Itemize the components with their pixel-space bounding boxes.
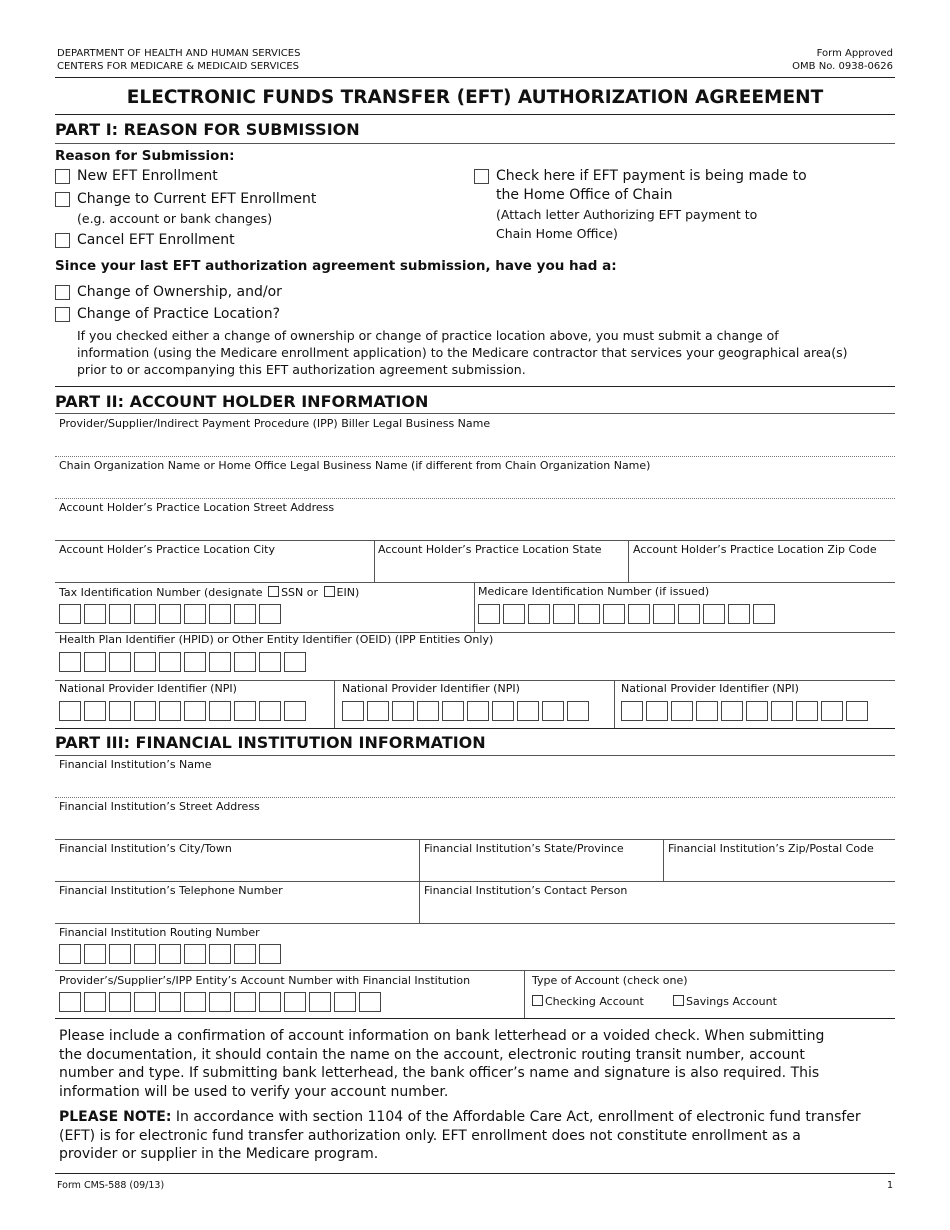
legal-name-label: Provider/Supplier/Indirect Payment Procedure (IPP) Biller Legal Business Name	[59, 417, 491, 430]
reason-label: Reason for Submission:	[55, 148, 235, 164]
digit-box[interactable]	[542, 701, 564, 721]
new-enrollment-label: New EFT Enrollment	[77, 168, 218, 184]
divider	[614, 680, 615, 728]
digit-box[interactable]	[159, 652, 181, 672]
digit-box[interactable]	[84, 992, 106, 1012]
digit-box[interactable]	[59, 701, 81, 721]
npi-label-1: National Provider Identifier (NPI)	[59, 682, 237, 695]
medicare-id-boxes[interactable]	[478, 604, 775, 624]
digit-box[interactable]	[334, 992, 356, 1012]
divider	[55, 970, 895, 971]
divider	[474, 582, 475, 632]
documentation-line-3: number and type. If submitting bank letterhead, the bank officer’s name and signature is also required. This	[59, 1065, 820, 1081]
please-note-line-3: provider or supplier in the Medicare program.	[59, 1146, 379, 1162]
digit-box[interactable]	[753, 604, 775, 624]
digit-box[interactable]	[478, 604, 500, 624]
divider	[628, 540, 629, 582]
digit-box[interactable]	[134, 944, 156, 964]
part3-bottom-rule	[55, 1018, 895, 1019]
digit-box[interactable]	[184, 701, 206, 721]
digit-box[interactable]	[728, 604, 750, 624]
fi-state-label: Financial Institution’s State/Province	[424, 842, 624, 855]
divider	[55, 797, 895, 798]
state-label: Account Holder’s Practice Location State	[378, 543, 602, 556]
digit-box[interactable]	[367, 701, 389, 721]
page-number: 1	[886, 1180, 893, 1191]
digit-box[interactable]	[309, 992, 331, 1012]
fi-phone-label: Financial Institution’s Telephone Number	[59, 884, 283, 897]
npi-boxes-2[interactable]	[342, 701, 589, 721]
digit-box[interactable]	[746, 701, 768, 721]
digit-box[interactable]	[84, 652, 106, 672]
chain-name-label: Chain Organization Name or Home Office Legal Business Name (if different from Chain Organization Name)	[59, 459, 651, 472]
account-type-label: Type of Account (check one)	[532, 974, 688, 987]
digit-box[interactable]	[134, 992, 156, 1012]
part3-rule	[55, 755, 895, 756]
routing-label: Financial Institution Routing Number	[59, 926, 260, 939]
home-office-label-2: the Home Office of Chain	[496, 187, 673, 203]
digit-box[interactable]	[59, 944, 81, 964]
street-label: Account Holder’s Practice Location Street Address	[59, 501, 335, 514]
digit-box[interactable]	[259, 992, 281, 1012]
part3-heading: PART III: FINANCIAL INSTITUTION INFORMATION	[55, 733, 486, 752]
digit-box[interactable]	[467, 701, 489, 721]
ssn-checkbox[interactable]	[268, 586, 279, 597]
form-id: Form CMS-588 (09/13)	[57, 1180, 165, 1191]
part2-rule	[55, 413, 895, 414]
digit-box[interactable]	[234, 652, 256, 672]
digit-box[interactable]	[284, 701, 306, 721]
digit-box[interactable]	[184, 652, 206, 672]
digit-box[interactable]	[234, 944, 256, 964]
change-instructions-line-1: If you checked either a change of ownership or change of practice location above, you must submit a change of	[77, 328, 779, 343]
npi-label-3: National Provider Identifier (NPI)	[621, 682, 799, 695]
part2-top-rule	[55, 386, 895, 387]
divider	[55, 839, 895, 840]
digit-box[interactable]	[84, 944, 106, 964]
tin-label-text: Tax Identification Number (designate	[59, 586, 263, 599]
divider	[524, 970, 525, 1018]
header-rule	[55, 77, 895, 78]
digit-box[interactable]	[109, 652, 131, 672]
change-instructions-line-3: prior to or accompanying this EFT authorization agreement submission.	[77, 362, 526, 377]
savings-option	[671, 995, 777, 1008]
digit-box[interactable]	[209, 992, 231, 1012]
divider	[334, 680, 335, 728]
divider	[374, 540, 375, 582]
digit-box[interactable]	[671, 701, 693, 721]
divider	[55, 923, 895, 924]
change-instructions	[77, 327, 847, 378]
savings-checkbox[interactable]	[673, 995, 684, 1006]
digit-box[interactable]	[109, 944, 131, 964]
home-office-label-1: Check here if EFT payment is being made to	[496, 168, 807, 184]
digit-box[interactable]	[109, 701, 131, 721]
digit-box[interactable]	[492, 701, 514, 721]
digit-box[interactable]	[846, 701, 868, 721]
please-note-line-2: (EFT) is for electronic fund transfer authorization only. EFT enrollment does not constitute enrollment as a	[59, 1127, 801, 1144]
digit-box[interactable]	[621, 701, 643, 721]
digit-box[interactable]	[84, 604, 106, 624]
fi-zip-label: Financial Institution’s Zip/Postal Code	[668, 842, 874, 855]
cancel-enrollment-label: Cancel EFT Enrollment	[77, 232, 235, 248]
digit-box[interactable]	[517, 701, 539, 721]
documentation-line-4: information will be used to verify your account number.	[59, 1083, 449, 1100]
documentation-line-2: the documentation, it should contain the name on the account, electronic routing transit number, account	[59, 1046, 805, 1063]
zip-label: Account Holder’s Practice Location Zip Code	[633, 543, 877, 556]
routing-boxes[interactable]	[59, 944, 281, 964]
digit-box[interactable]	[184, 944, 206, 964]
digit-box[interactable]	[209, 604, 231, 624]
digit-box[interactable]	[59, 652, 81, 672]
digit-box[interactable]	[528, 604, 550, 624]
account-number-label: Provider’s/Supplier’s/IPP Entity’s Account Number with Financial Institution	[59, 974, 471, 987]
please-note-line-1	[59, 1108, 899, 1127]
digit-box[interactable]	[567, 701, 589, 721]
divider	[55, 680, 895, 681]
zip-field[interactable]	[630, 556, 894, 580]
digit-box[interactable]	[259, 701, 281, 721]
divider	[663, 839, 664, 881]
digit-box[interactable]	[159, 992, 181, 1012]
digit-box[interactable]	[234, 992, 256, 1012]
digit-box[interactable]	[359, 992, 381, 1012]
new-enrollment-checkbox[interactable]	[55, 169, 70, 184]
checking-option	[530, 995, 644, 1008]
fi-contact-label: Financial Institution’s Contact Person	[424, 884, 628, 897]
account-number-boxes[interactable]	[59, 992, 381, 1012]
divider	[55, 456, 895, 457]
digit-box[interactable]	[417, 701, 439, 721]
agency-line-2: CENTERS FOR MEDICARE & MEDICAID SERVICES	[57, 61, 300, 72]
fi-city-label: Financial Institution’s City/Town	[59, 842, 232, 855]
part2-heading: PART II: ACCOUNT HOLDER INFORMATION	[55, 392, 429, 411]
digit-box[interactable]	[184, 992, 206, 1012]
footer-rule	[55, 1173, 895, 1174]
digit-box[interactable]	[603, 604, 625, 624]
digit-box[interactable]	[159, 701, 181, 721]
cancel-enrollment-checkbox[interactable]	[55, 233, 70, 248]
divider	[55, 540, 895, 541]
change-enrollment-note: (e.g. account or bank changes)	[77, 211, 273, 226]
digit-box[interactable]	[696, 701, 718, 721]
divider	[55, 498, 895, 499]
digit-box[interactable]	[134, 604, 156, 624]
digit-box[interactable]	[796, 701, 818, 721]
home-office-checkbox[interactable]	[474, 169, 489, 184]
digit-box[interactable]	[134, 701, 156, 721]
part1-heading: PART I: REASON FOR SUBMISSION	[55, 120, 360, 139]
fi-state-field[interactable]	[421, 855, 661, 879]
digit-box[interactable]	[109, 992, 131, 1012]
fi-city-field[interactable]	[55, 855, 417, 879]
legal-name-field[interactable]	[55, 430, 895, 456]
digit-box[interactable]	[59, 604, 81, 624]
change-enrollment-label: Change to Current EFT Enrollment	[77, 191, 317, 207]
npi-boxes-3[interactable]	[621, 701, 868, 721]
digit-box[interactable]	[234, 701, 256, 721]
digit-box[interactable]	[159, 944, 181, 964]
documentation-paragraph	[59, 1027, 899, 1101]
change-instructions-line-2: information (using the Medicare enrollment application) to the Medicare contractor that services your geographical area(s)	[77, 345, 848, 360]
digit-box[interactable]	[503, 604, 525, 624]
ownership-change-checkbox[interactable]	[55, 285, 70, 300]
digit-box[interactable]	[646, 701, 668, 721]
tin-label	[59, 586, 359, 599]
state-field[interactable]	[376, 556, 626, 580]
checking-label: Checking Account	[545, 995, 644, 1008]
omb-number: OMB No. 0938-0626	[792, 61, 893, 72]
ssn-label: SSN or	[281, 586, 319, 599]
city-label: Account Holder’s Practice Location City	[59, 543, 275, 556]
please-note-text-1: In accordance with section 1104 of the Affordable Care Act, enrollment of electronic fund transfer	[171, 1109, 861, 1125]
digit-box[interactable]	[234, 604, 256, 624]
since-last-label: Since your last EFT authorization agreement submission, have you had a:	[55, 258, 617, 274]
location-change-label: Change of Practice Location?	[77, 306, 281, 322]
fi-zip-field[interactable]	[665, 855, 894, 879]
digit-box[interactable]	[821, 701, 843, 721]
ownership-change-label: Change of Ownership, and/or	[77, 284, 282, 300]
documentation-line-1: Please include a confirmation of account information on bank letterhead or a voided check. When submitting	[59, 1028, 825, 1044]
digit-box[interactable]	[259, 652, 281, 672]
savings-label: Savings Account	[686, 995, 777, 1008]
approval-header	[792, 47, 893, 73]
please-note-paragraph	[59, 1108, 899, 1164]
digit-box[interactable]	[721, 701, 743, 721]
fi-name-label: Financial Institution’s Name	[59, 758, 212, 771]
checking-checkbox[interactable]	[532, 995, 543, 1006]
fi-street-field[interactable]	[55, 813, 895, 839]
ein-checkbox[interactable]	[324, 586, 335, 597]
form-title: ELECTRONIC FUNDS TRANSFER (EFT) AUTHORIZATION AGREEMENT	[126, 87, 824, 108]
digit-box[interactable]	[134, 652, 156, 672]
divider	[55, 881, 895, 882]
digit-box[interactable]	[678, 604, 700, 624]
street-field[interactable]	[55, 514, 895, 540]
title-rule	[55, 114, 895, 115]
home-office-note-2: Chain Home Office)	[496, 226, 618, 241]
digit-box[interactable]	[284, 652, 306, 672]
hpid-label: Health Plan Identifier (HPID) or Other Entity Identifier (OEID) (IPP Entities Only)	[59, 633, 494, 646]
city-field[interactable]	[55, 556, 373, 580]
digit-box[interactable]	[59, 992, 81, 1012]
agency-line-1: DEPARTMENT OF HEALTH AND HUMAN SERVICES	[57, 48, 301, 59]
home-office-note-1: (Attach letter Authorizing EFT payment to	[496, 207, 758, 222]
agency-header	[57, 47, 300, 73]
digit-box[interactable]	[628, 604, 650, 624]
digit-box[interactable]	[342, 701, 364, 721]
chain-name-field[interactable]	[55, 472, 895, 498]
digit-box[interactable]	[442, 701, 464, 721]
digit-box[interactable]	[209, 701, 231, 721]
digit-box[interactable]	[159, 604, 181, 624]
digit-box[interactable]	[653, 604, 675, 624]
digit-box[interactable]	[184, 604, 206, 624]
digit-box[interactable]	[578, 604, 600, 624]
divider	[55, 582, 895, 583]
fi-phone-field[interactable]	[55, 897, 417, 921]
digit-box[interactable]	[259, 944, 281, 964]
digit-box[interactable]	[392, 701, 414, 721]
digit-box[interactable]	[84, 701, 106, 721]
ein-label: EIN)	[336, 586, 360, 599]
part3-top-rule	[55, 728, 895, 729]
digit-box[interactable]	[703, 604, 725, 624]
approval-line-1: Form Approved	[816, 48, 893, 59]
location-change-checkbox[interactable]	[55, 307, 70, 322]
please-note-label: PLEASE NOTE:	[59, 1109, 172, 1125]
digit-box[interactable]	[209, 652, 231, 672]
digit-box[interactable]	[284, 992, 306, 1012]
npi-boxes-1[interactable]	[59, 701, 306, 721]
hpid-boxes[interactable]	[59, 652, 306, 672]
fi-contact-field[interactable]	[421, 897, 894, 921]
part1-rule	[55, 143, 895, 144]
change-enrollment-checkbox[interactable]	[55, 192, 70, 207]
digit-box[interactable]	[209, 944, 231, 964]
tin-boxes[interactable]	[59, 604, 281, 624]
digit-box[interactable]	[553, 604, 575, 624]
digit-box[interactable]	[109, 604, 131, 624]
digit-box[interactable]	[771, 701, 793, 721]
fi-name-field[interactable]	[55, 771, 895, 797]
digit-box[interactable]	[259, 604, 281, 624]
npi-label-2: National Provider Identifier (NPI)	[342, 682, 520, 695]
medicare-id-label: Medicare Identification Number (if issued)	[478, 585, 710, 598]
fi-street-label: Financial Institution’s Street Address	[59, 800, 260, 813]
